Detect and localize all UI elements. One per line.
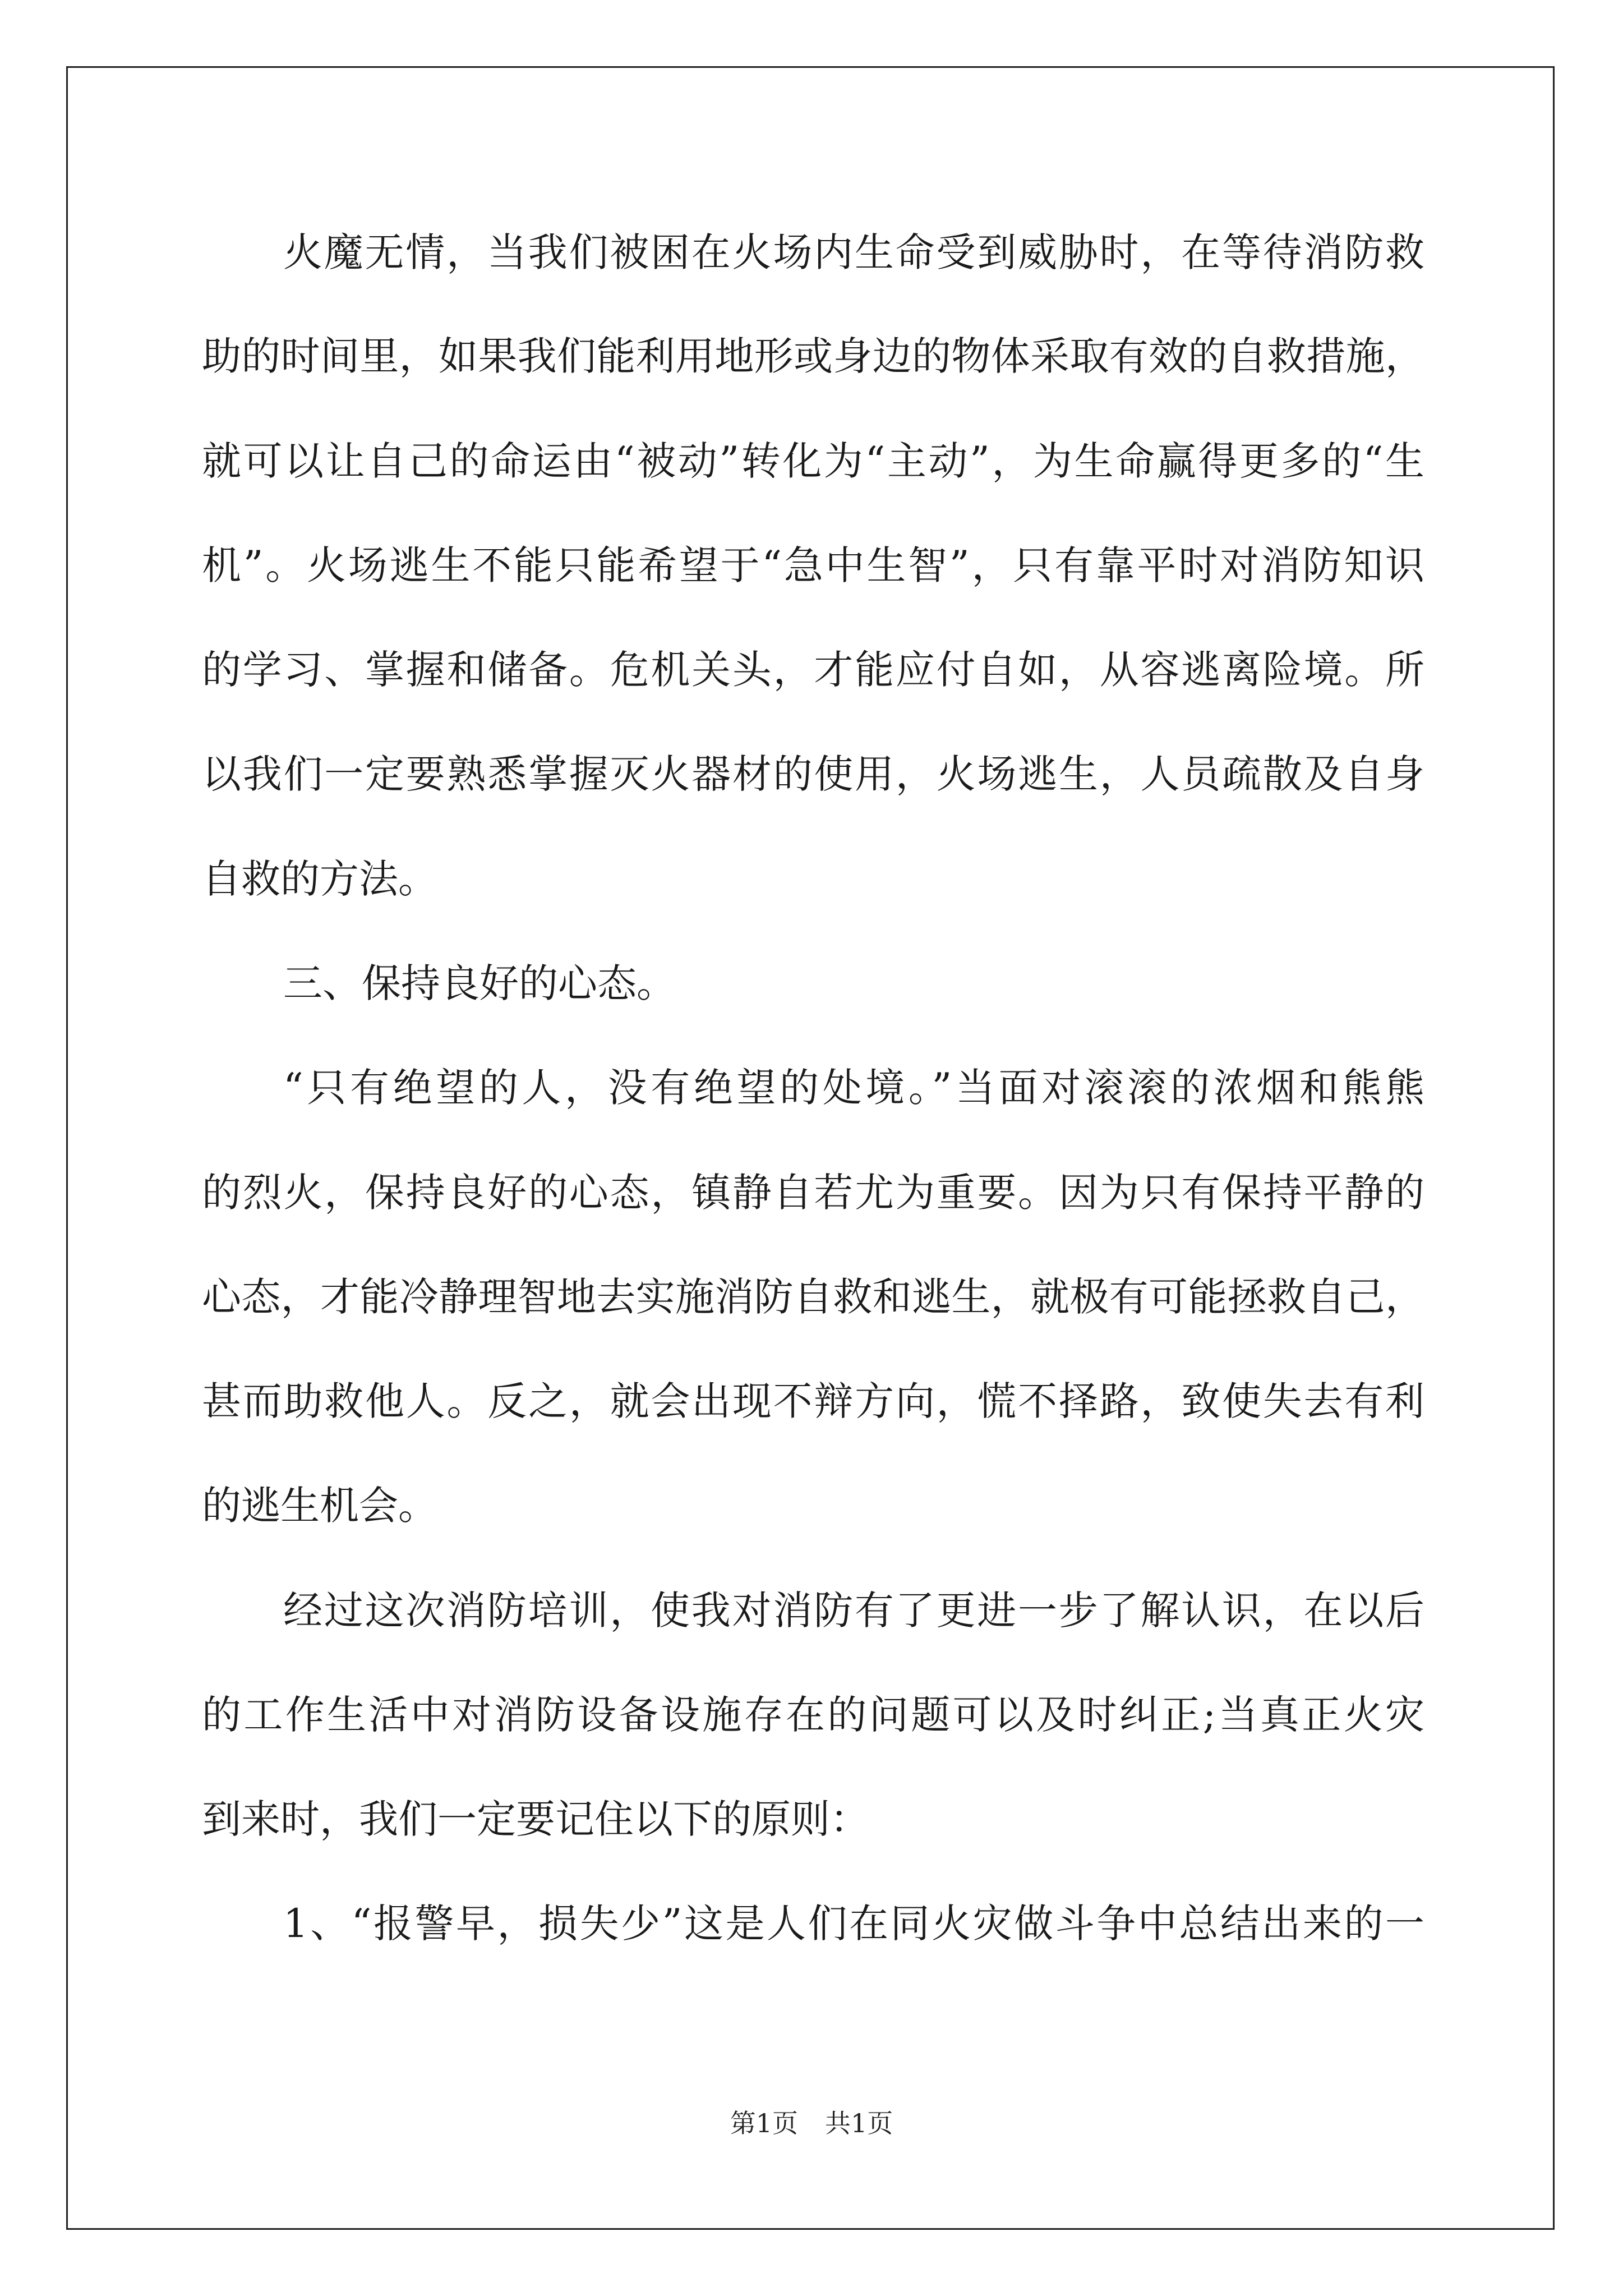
section-heading: 三、保持良好的心态。 xyxy=(283,960,676,1006)
paragraph-line: 的学习、掌握和储备。危机关头，才能应付自如，从容逃离险境。所 xyxy=(202,647,1424,693)
paragraph-line: “只有绝望的人，没有绝望的处境。”当面对滚滚的浓烟和熊熊 xyxy=(283,1065,1424,1111)
paragraph-line: 1、“报警早，损失少”这是人们在同火灾做斗争中总结出来的一 xyxy=(283,1901,1424,1947)
paragraph-line: 自救的方法。 xyxy=(202,856,437,902)
page-footer xyxy=(0,2106,1623,2140)
paragraph-line: 就可以让自己的命运由“被动”转化为“主动”，为生命赢得更多的“生 xyxy=(202,438,1424,484)
paragraph-line: 经过这次消防培训，使我对消防有了更进一步了解认识，在以后 xyxy=(283,1588,1424,1634)
paragraph-line: 火魔无情，当我们被困在火场内生命受到威胁时，在等待消防救 xyxy=(283,229,1424,275)
page-number: 第1页 xyxy=(730,2108,798,2138)
paragraph-line: 机”。火场逃生不能只能希望于“急中生智”，只有靠平时对消防知识 xyxy=(202,542,1424,588)
paragraph-line: 心态，才能冷静理智地去实施消防自救和逃生，就极有可能拯救自己， xyxy=(202,1274,1424,1320)
paragraph-line: 到来时，我们一定要记住以下的原则： xyxy=(202,1796,869,1842)
paragraph-line: 助的时间里，如果我们能利用地形或身边的物体采取有效的自救措施， xyxy=(202,333,1424,379)
paragraph-line: 甚而助救他人。反之，就会出现不辩方向，慌不择路，致使失去有利 xyxy=(202,1378,1424,1424)
paragraph-line: 的工作生活中对消防设备设施存在的问题可以及时纠正;当真正火灾 xyxy=(202,1692,1424,1738)
paragraph-line: 的烈火，保持良好的心态，镇静自若尤为重要。因为只有保持平静的 xyxy=(202,1170,1424,1216)
paragraph-line: 的逃生机会。 xyxy=(202,1483,437,1529)
page-total: 共1页 xyxy=(825,2108,893,2138)
paragraph-line: 以我们一定要熟悉掌握灭火器材的使用，火场逃生，人员疏散及自身 xyxy=(202,751,1424,797)
